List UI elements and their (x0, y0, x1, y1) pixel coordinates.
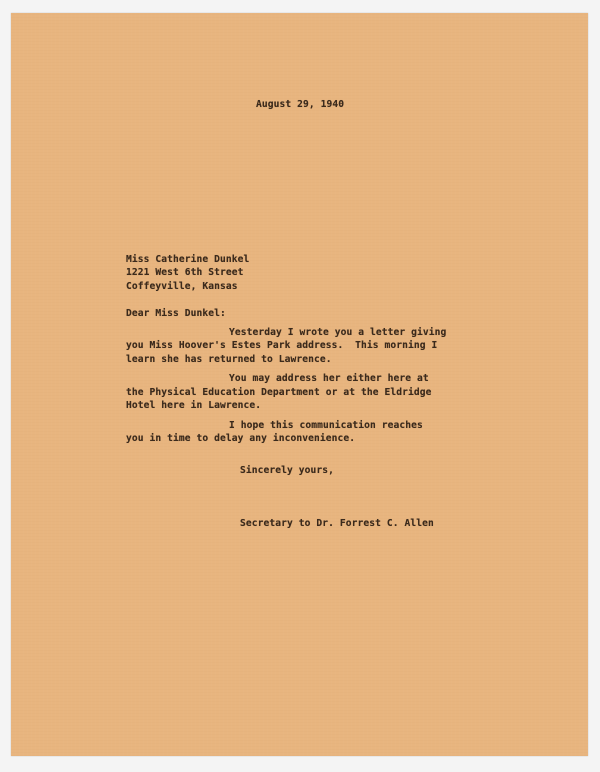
letter-page (11, 13, 588, 756)
paragraph-1-line-3: learn she has returned to Lawrence. (126, 354, 332, 365)
paragraph-1-line-1: Yesterday I wrote you a letter giving (229, 327, 447, 338)
paragraph-2-line-2: the Physical Education Department or at the Eldridge (126, 387, 432, 398)
closing: Sincerely yours, (240, 465, 335, 476)
recipient-city: Coffeyville, Kansas (126, 281, 238, 292)
signature-line: Secretary to Dr. Forrest C. Allen (240, 518, 434, 529)
recipient-street: 1221 West 6th Street (126, 267, 244, 278)
recipient-name: Miss Catherine Dunkel (126, 254, 250, 265)
paragraph-3-line-2: you in time to delay any inconvenience. (126, 433, 356, 444)
paragraph-2-line-3: Hotel here in Lawrence. (126, 400, 262, 411)
paragraph-1-line-2: you Miss Hoover's Estes Park address. This morning I (126, 340, 438, 351)
letter-date: August 29, 1940 (256, 99, 345, 110)
salutation: Dear Miss Dunkel: (126, 308, 226, 319)
paragraph-3-line-1: I hope this communication reaches (229, 420, 423, 431)
paragraph-2-line-1: You may address her either here at (229, 373, 429, 384)
